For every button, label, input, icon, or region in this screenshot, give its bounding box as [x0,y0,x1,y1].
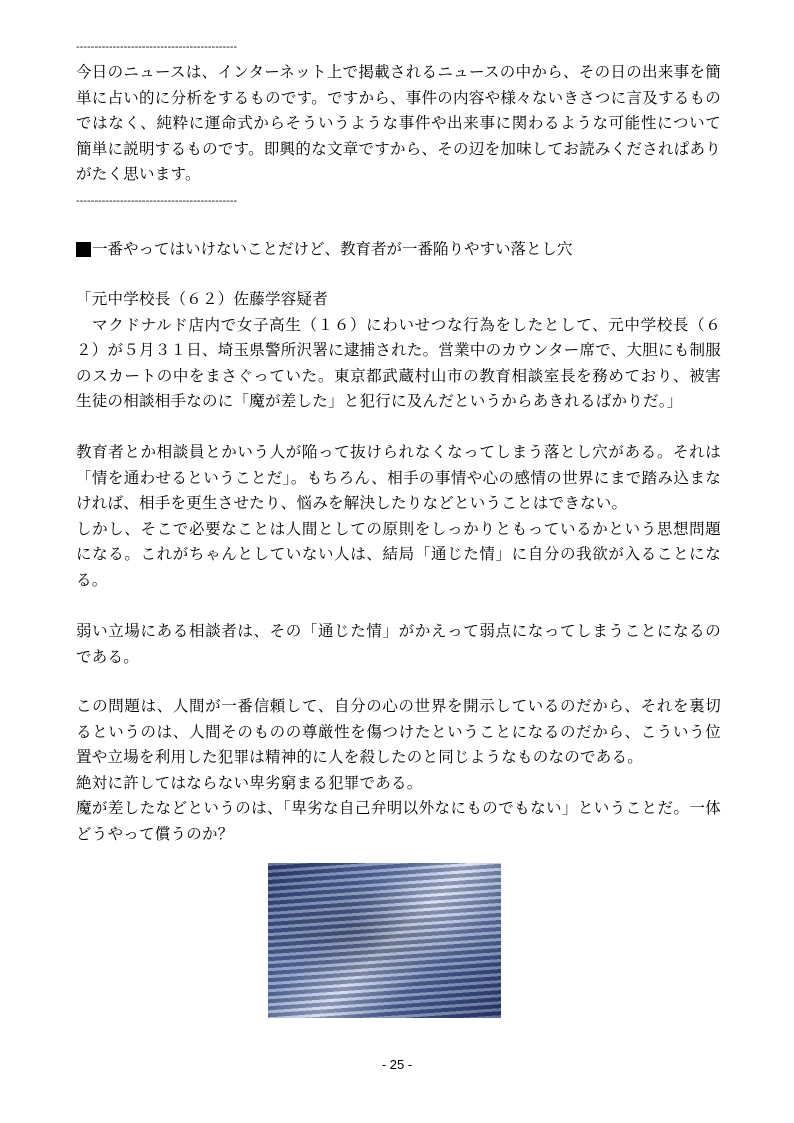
commentary-2-paragraph: 弱い立場にある相談者は、その「通じた情」がかえって弱点になってしまうことになるのである。 [76,622,721,666]
quote-body: マクドナルド店内で女子高生（１６）にわいせつな行為をしたとして、元中学校長（６２）が５月３１日、埼玉県警所沢署に逮捕された。営業中のカウンター席で、大胆にも制服のスカートの中をまさぐっていた。東京都武蔵村山市の教育相談室長を務めており、被害生徒の相談相手なのに「魔が差した」と犯行に及んだというからあきれるばかりだ。」 [76,315,721,410]
section-heading [76,237,721,262]
separator-bottom: -------------------------------------------- [76,195,238,207]
square-bullet-icon [76,242,91,257]
section-heading-text: 一番やってはいけないことだけど、教育者が一番陥りやすい落とし穴 [92,240,573,258]
quote-title: 「元中学校長（６２）佐藤学容疑者 [76,290,329,308]
commentary-3-line: 魔が差したなどというのは、「卑劣な自己弁明以外なにものでもない」ということだ。一体どうやって償うのか？ [76,799,721,843]
commentary-1-line: しかし、そこで必要なことは人間としての原則をしっかりともっているかという思想問題になる。これがちゃんとしていない人は、結局「通じた情」に自分の我欲が入ることになる。 [76,519,721,589]
intro-paragraph: 今日のニュースは、インターネット上で掲載されるニュースの中から、その日の出来事を簡単に占い的に分析をするものです。ですから、事件の内容や様々ないきさつに言及するものではなく、純粋に運命式からそういうような事件や出来事に関わるような可能性について簡単に説明するものです。即興的な文章ですから、その辺を加味してお読みくだされぱありがたく思います。 [76,63,721,183]
separator-top: -------------------------------------------- [76,41,238,53]
intro-block [76,60,721,188]
window-blinds-photo [268,863,501,1018]
commentary-1-line: 教育者とか相談員とかいう人が陥って抜けられなくなってしまう落とし穴がある。それは「情を通わせるということだ」。もちろん、相手の事情や心の感情の世界にまで踏み込まなければ、相手を更生させたり、悩みを解決したりなどということはできない。 [76,443,721,512]
commentary-3 [76,694,721,847]
commentary-2 [76,619,721,670]
commentary-3-line: 絶対に許してはならない卑劣窮まる犯罪である。 [76,773,423,792]
commentary-3-line: この問題は、人間が一番信頼して、自分の心の世界を開示しているのだから、それを裏切るというのは、人間そのものの尊厳性を傷つけたということになるのだから、こういう位置や立場を利用した犯罪は精神的に人を殺したのと同じようなものなのである。 [76,697,721,766]
commentary-1 [76,440,721,593]
news-quote [76,287,721,415]
page-number: - 25 - [381,1057,413,1072]
blinds-slats [268,863,501,1018]
